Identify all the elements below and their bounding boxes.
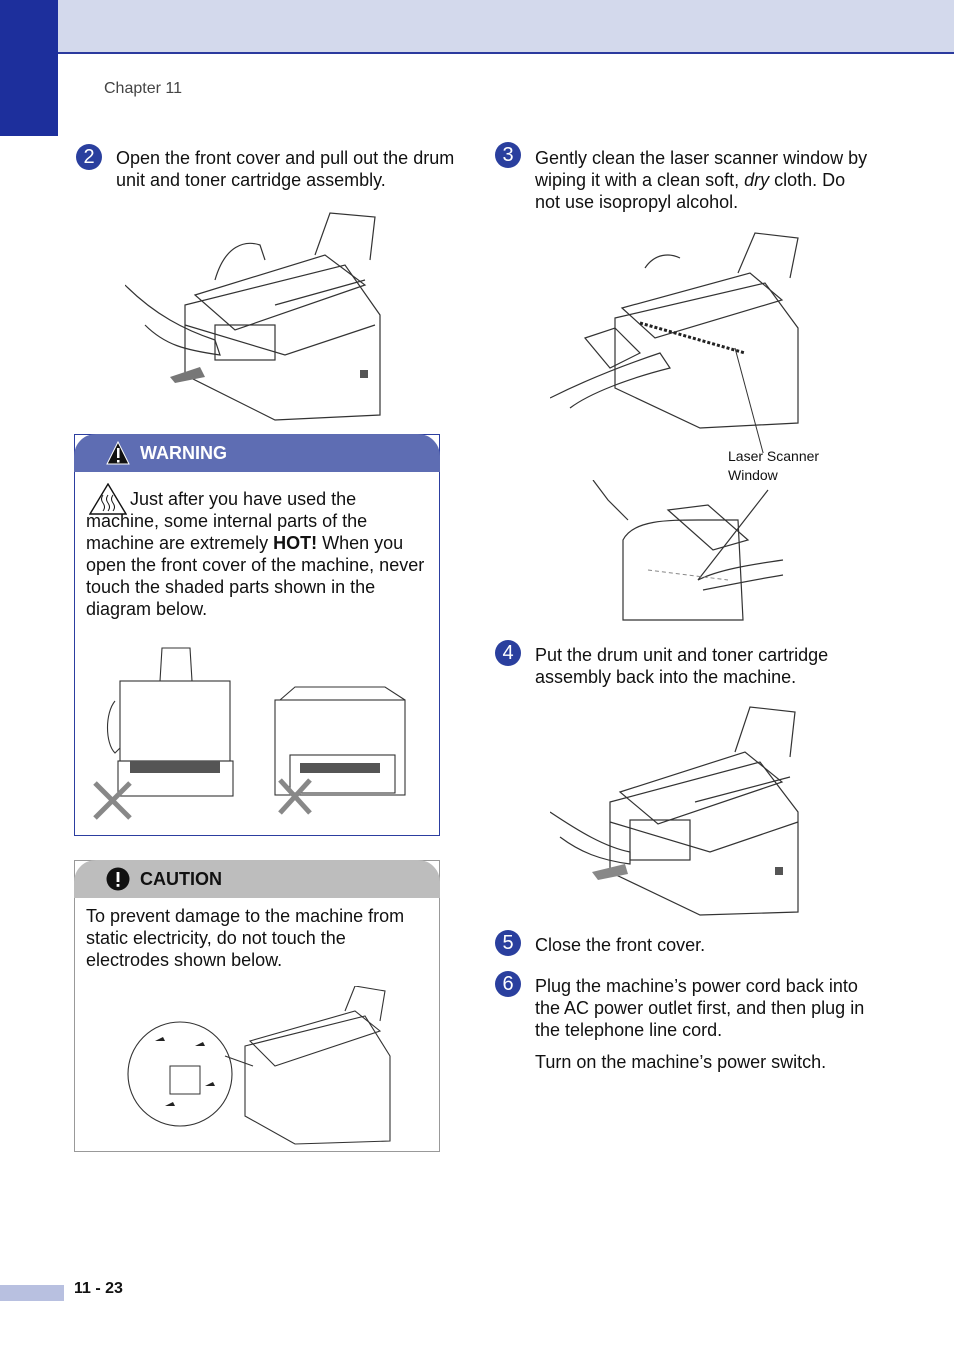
scanner-window-wiping-illustration xyxy=(588,480,798,625)
caution-text: To prevent damage to the machine from static electricity, do not touch the electrodes shown below. xyxy=(86,906,405,970)
caution-box xyxy=(74,860,440,1152)
warning-hot-text: HOT! xyxy=(273,533,318,553)
step-number: 2 xyxy=(76,144,102,170)
step-text: Open the front cover and pull out the drum unit and toner cartridge assembly. xyxy=(116,148,455,190)
warning-text-part: Just after you have used the machine, some internal parts of the machine are extremely xyxy=(86,489,368,553)
printer-insert-drum-illustration xyxy=(550,702,805,917)
step-number: 6 xyxy=(495,971,521,997)
warning-box xyxy=(74,434,440,836)
caution-header xyxy=(74,860,440,898)
warning-text xyxy=(86,488,428,620)
warning-triangle-icon xyxy=(106,441,130,465)
chapter-tab xyxy=(0,0,58,136)
step-number: 5 xyxy=(495,930,521,956)
chapter-label: Chapter 11 xyxy=(104,80,182,97)
page-number: 11 - 23 xyxy=(74,1280,123,1297)
step-text: Plug the machine’s power cord back into the AC power outlet first, and then plug in the telephone line cord. xyxy=(535,976,865,1040)
callout-line: Laser Scanner xyxy=(728,448,820,464)
printer-open-cover-illustration xyxy=(550,228,805,453)
hot-parts-front-illustration xyxy=(90,643,240,823)
step-number: 4 xyxy=(495,640,521,666)
warning-header xyxy=(74,434,440,472)
step-text-part: Gently clean the laser scanner window by wiping it with a clean soft, xyxy=(535,148,868,190)
step-number: 3 xyxy=(495,142,521,168)
hot-parts-back-illustration xyxy=(265,685,415,820)
step-text: Put the drum unit and toner cartridge assembly back into the machine. xyxy=(535,645,829,687)
footer-bar xyxy=(0,1285,64,1301)
step-text xyxy=(535,147,875,213)
no-touch-x-icon xyxy=(280,780,310,813)
step-text-emphasis: dry xyxy=(744,170,770,190)
printer-pull-drum-illustration xyxy=(125,205,395,425)
step-text-part: cloth. Do not use isopropyl alcohol. xyxy=(535,170,846,212)
step-subtext: Turn on the machine’s power switch. xyxy=(535,1052,827,1072)
header-band xyxy=(0,0,954,54)
caution-title: CAUTION xyxy=(140,868,222,889)
warning-title: WARNING xyxy=(140,442,227,463)
electrodes-illustration xyxy=(125,986,395,1146)
callout-line: Window xyxy=(728,467,778,483)
caution-exclamation-icon xyxy=(106,867,130,891)
warning-text-part: When you open the front cover of the machine, never touch the shaded parts shown in the diagram below. xyxy=(86,533,425,619)
step-text: Close the front cover. xyxy=(535,935,706,955)
no-touch-x-icon xyxy=(95,783,130,818)
